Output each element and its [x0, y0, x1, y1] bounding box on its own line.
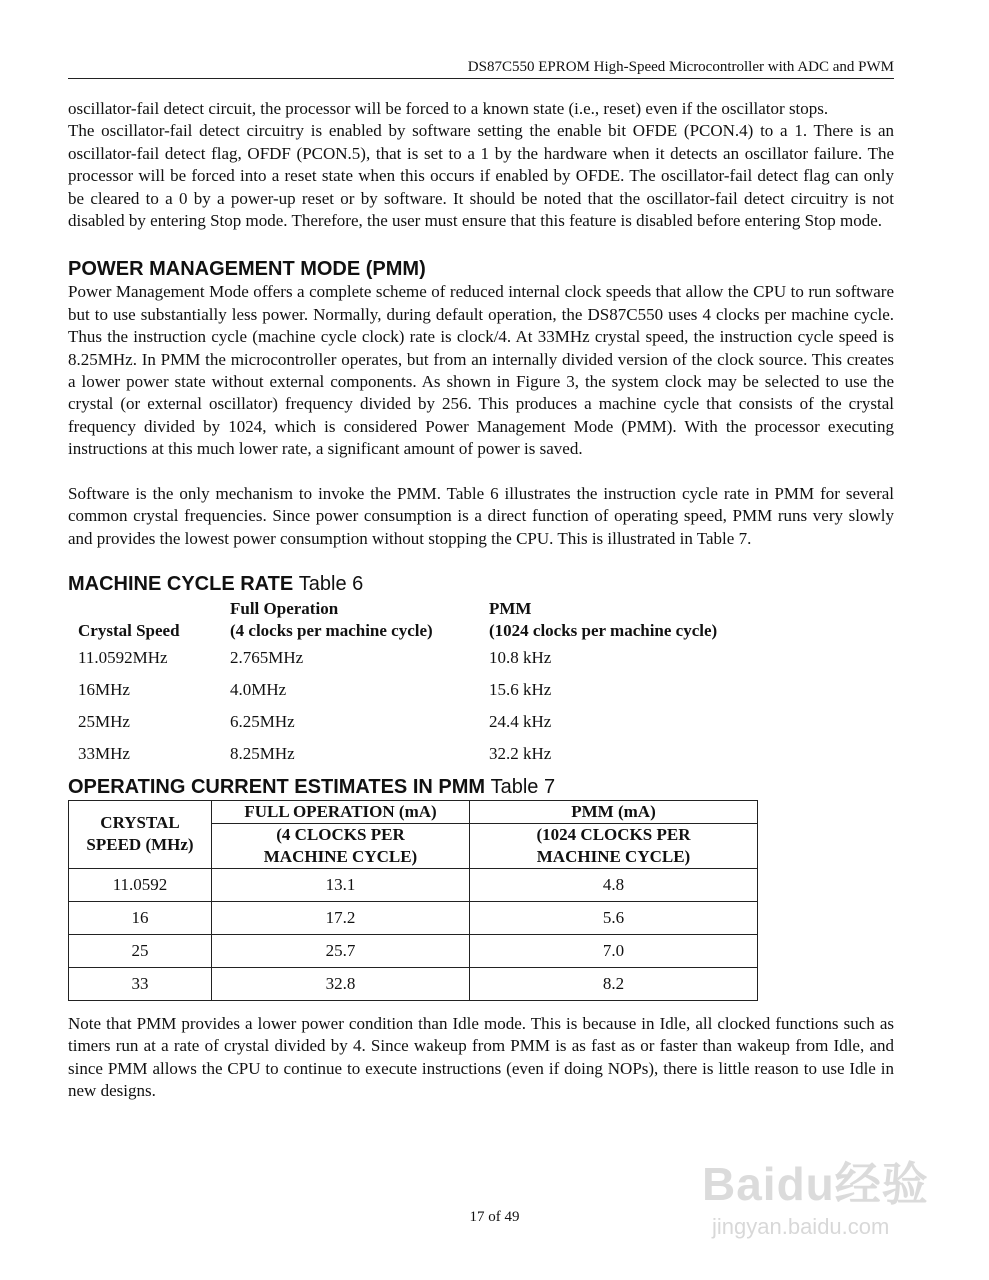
table-row [68, 642, 727, 674]
table-cell: 25.7 [212, 934, 470, 967]
table7-title: OPERATING CURRENT ESTIMATES IN PMM [68, 775, 486, 798]
table6-header-pmm-line2: (1024 clocks per machine cycle) [489, 620, 718, 640]
paragraph-gap [68, 461, 894, 483]
table6-header-full-line1: Full Operation [230, 598, 339, 618]
intro-paragraph-2: The oscillator-fail detect circuitry is enabled by software setting the enable bit OFDE (PCON.4) to a 1. There is an oscillator-fail detect flag, OFDF (PCON.5), that is set to a 1 by the hardware when it detects an oscillator failure. The processor will be forced into a reset state when this occurs if enabled by OFDE. The oscillator-fail detect flag can only be cleared to a 0 by a power-up reset or by software. It should be noted that the oscillator-fail detect circuitry is not disabled by entering Stop mode. Therefore, the user must ensure that this feature is disabled before entering Stop mode. [68, 121, 894, 231]
table7-header-full: FULL OPERATION (mA) [212, 800, 470, 823]
operating-current-table [68, 800, 758, 1001]
table-cell: 8.25MHz [230, 743, 295, 763]
page-header: DS87C550 EPROM High-Speed Microcontroller with ADC and PWM [467, 59, 894, 75]
page-content [68, 98, 894, 1103]
table7-header-full-sub2: MACHINE CYCLE) [263, 846, 418, 866]
header-divider [68, 78, 894, 79]
table-cell: 15.6 kHz [489, 679, 552, 699]
page-number: 17 of 49 [469, 1209, 520, 1225]
table6-header-full-line2: (4 clocks per machine cycle) [230, 620, 433, 640]
table-cell: 33MHz [78, 743, 130, 763]
table6-heading [68, 572, 894, 596]
table-row [68, 674, 727, 706]
table-row [69, 868, 758, 901]
table-row [68, 706, 727, 738]
table7-header-full-sub1: (4 CLOCKS PER [276, 824, 405, 844]
table-cell: 13.1 [212, 868, 470, 901]
table7-header-pmm-sub1: (1024 CLOCKS PER [536, 824, 691, 844]
table7-header-pmm-sub [470, 823, 758, 868]
table-cell: 32.2 kHz [489, 743, 552, 763]
table-cell: 25 [69, 934, 212, 967]
table6-header-pmm-line1: PMM [489, 598, 532, 618]
note-paragraph: Note that PMM provides a lower power condition than Idle mode. This is because in Idle, all clocked functions such as timers run at a rate of crystal divided by 4. Since wakeup from PMM is as fast as or faster than wakeup from Idle, and since PMM allows the CPU to continue to execute instructions (even if doing NOPs), there is little reason to use Idle in new designs. [68, 1013, 894, 1101]
watermark-logo: Baidu经验 [702, 1158, 929, 1210]
table7-header-pmm: PMM (mA) [470, 800, 758, 823]
table6-header-crystal [68, 598, 220, 642]
table7-header-pmm-sub2: MACHINE CYCLE) [536, 846, 691, 866]
table-cell: 5.6 [470, 901, 758, 934]
table7-label: Table 7 [490, 775, 556, 798]
table6-title: MACHINE CYCLE RATE [68, 572, 294, 595]
table-row [68, 738, 727, 770]
table-cell: 10.8 kHz [489, 647, 552, 667]
machine-cycle-rate-table [68, 598, 727, 770]
table7-header-full-sub [212, 823, 470, 868]
table-cell: 16MHz [78, 679, 130, 699]
table6-label: Table 6 [298, 572, 364, 595]
table-cell: 11.0592 [69, 868, 212, 901]
table-cell: 24.4 kHz [489, 711, 552, 731]
table7-header-crystal-line1: CRYSTAL [100, 813, 180, 833]
table-cell: 2.765MHz [230, 647, 304, 667]
pmm-heading: POWER MANAGEMENT MODE (PMM) [68, 258, 426, 281]
pmm-paragraph-2: Software is the only mechanism to invoke the PMM. Table 6 illustrates the instruction cycle rate in PMM for several common crystal frequencies. Since power consumption is a direct function of operating speed, PMM runs very slowly and provides the lowest power consumption without stopping the CPU. This is illustrated in Table 7. [68, 483, 894, 548]
table-cell: 4.0MHz [230, 679, 287, 699]
table-row [69, 901, 758, 934]
table7-heading [68, 775, 894, 799]
table-cell: 8.2 [470, 967, 758, 1000]
pmm-paragraph-1: Power Management Mode offers a complete scheme of reduced internal clock speeds that allow the CPU to run software but to use substantially less power. Normally, during default operation, the DS87C550 uses 4 clocks per machine cycle. Thus the instruction cycle (machine cycle clock) rate is clock/4. At 33MHz crystal speed, the instruction cycle speed is 8.25MHz. In PMM the microcontroller operates, but from an internally divided version of the clock source. This creates a lower power state without external components. As shown in Figure 3, the system clock may be selected to use the crystal (or external oscillator) frequency divided by 256. This produces a machine cycle that consists of the crystal frequency divided by 1024, which is considered Power Management Mode (PMM). With the processor executing instructions at this much lower rate, a significant amount of power is saved. [68, 282, 894, 459]
table-cell: 4.8 [470, 868, 758, 901]
table6-header-row [68, 598, 727, 642]
table7-header-crystal-line2: SPEED (MHz) [86, 835, 194, 855]
table-cell: 25MHz [78, 711, 130, 731]
table-row [69, 967, 758, 1000]
table7-header-row-1 [69, 800, 758, 823]
table-cell: 11.0592MHz [78, 647, 168, 667]
table-cell: 33 [69, 967, 212, 1000]
watermark-url: jingyan.baidu.com [712, 1214, 890, 1239]
table-cell: 7.0 [470, 934, 758, 967]
table-cell: 6.25MHz [230, 711, 295, 731]
table6-header-crystal-label: Crystal Speed [78, 620, 180, 640]
table-cell: 17.2 [212, 901, 470, 934]
table-cell: 32.8 [212, 967, 470, 1000]
table6-header-pmm [479, 598, 727, 642]
table-row [69, 934, 758, 967]
table-cell: 16 [69, 901, 212, 934]
table6-header-full [220, 598, 479, 642]
table7-header-crystal [69, 800, 212, 868]
intro-paragraph-1: oscillator-fail detect circuit, the processor will be forced to a known state (i.e., reset) even if the oscillator stops. [68, 99, 829, 118]
